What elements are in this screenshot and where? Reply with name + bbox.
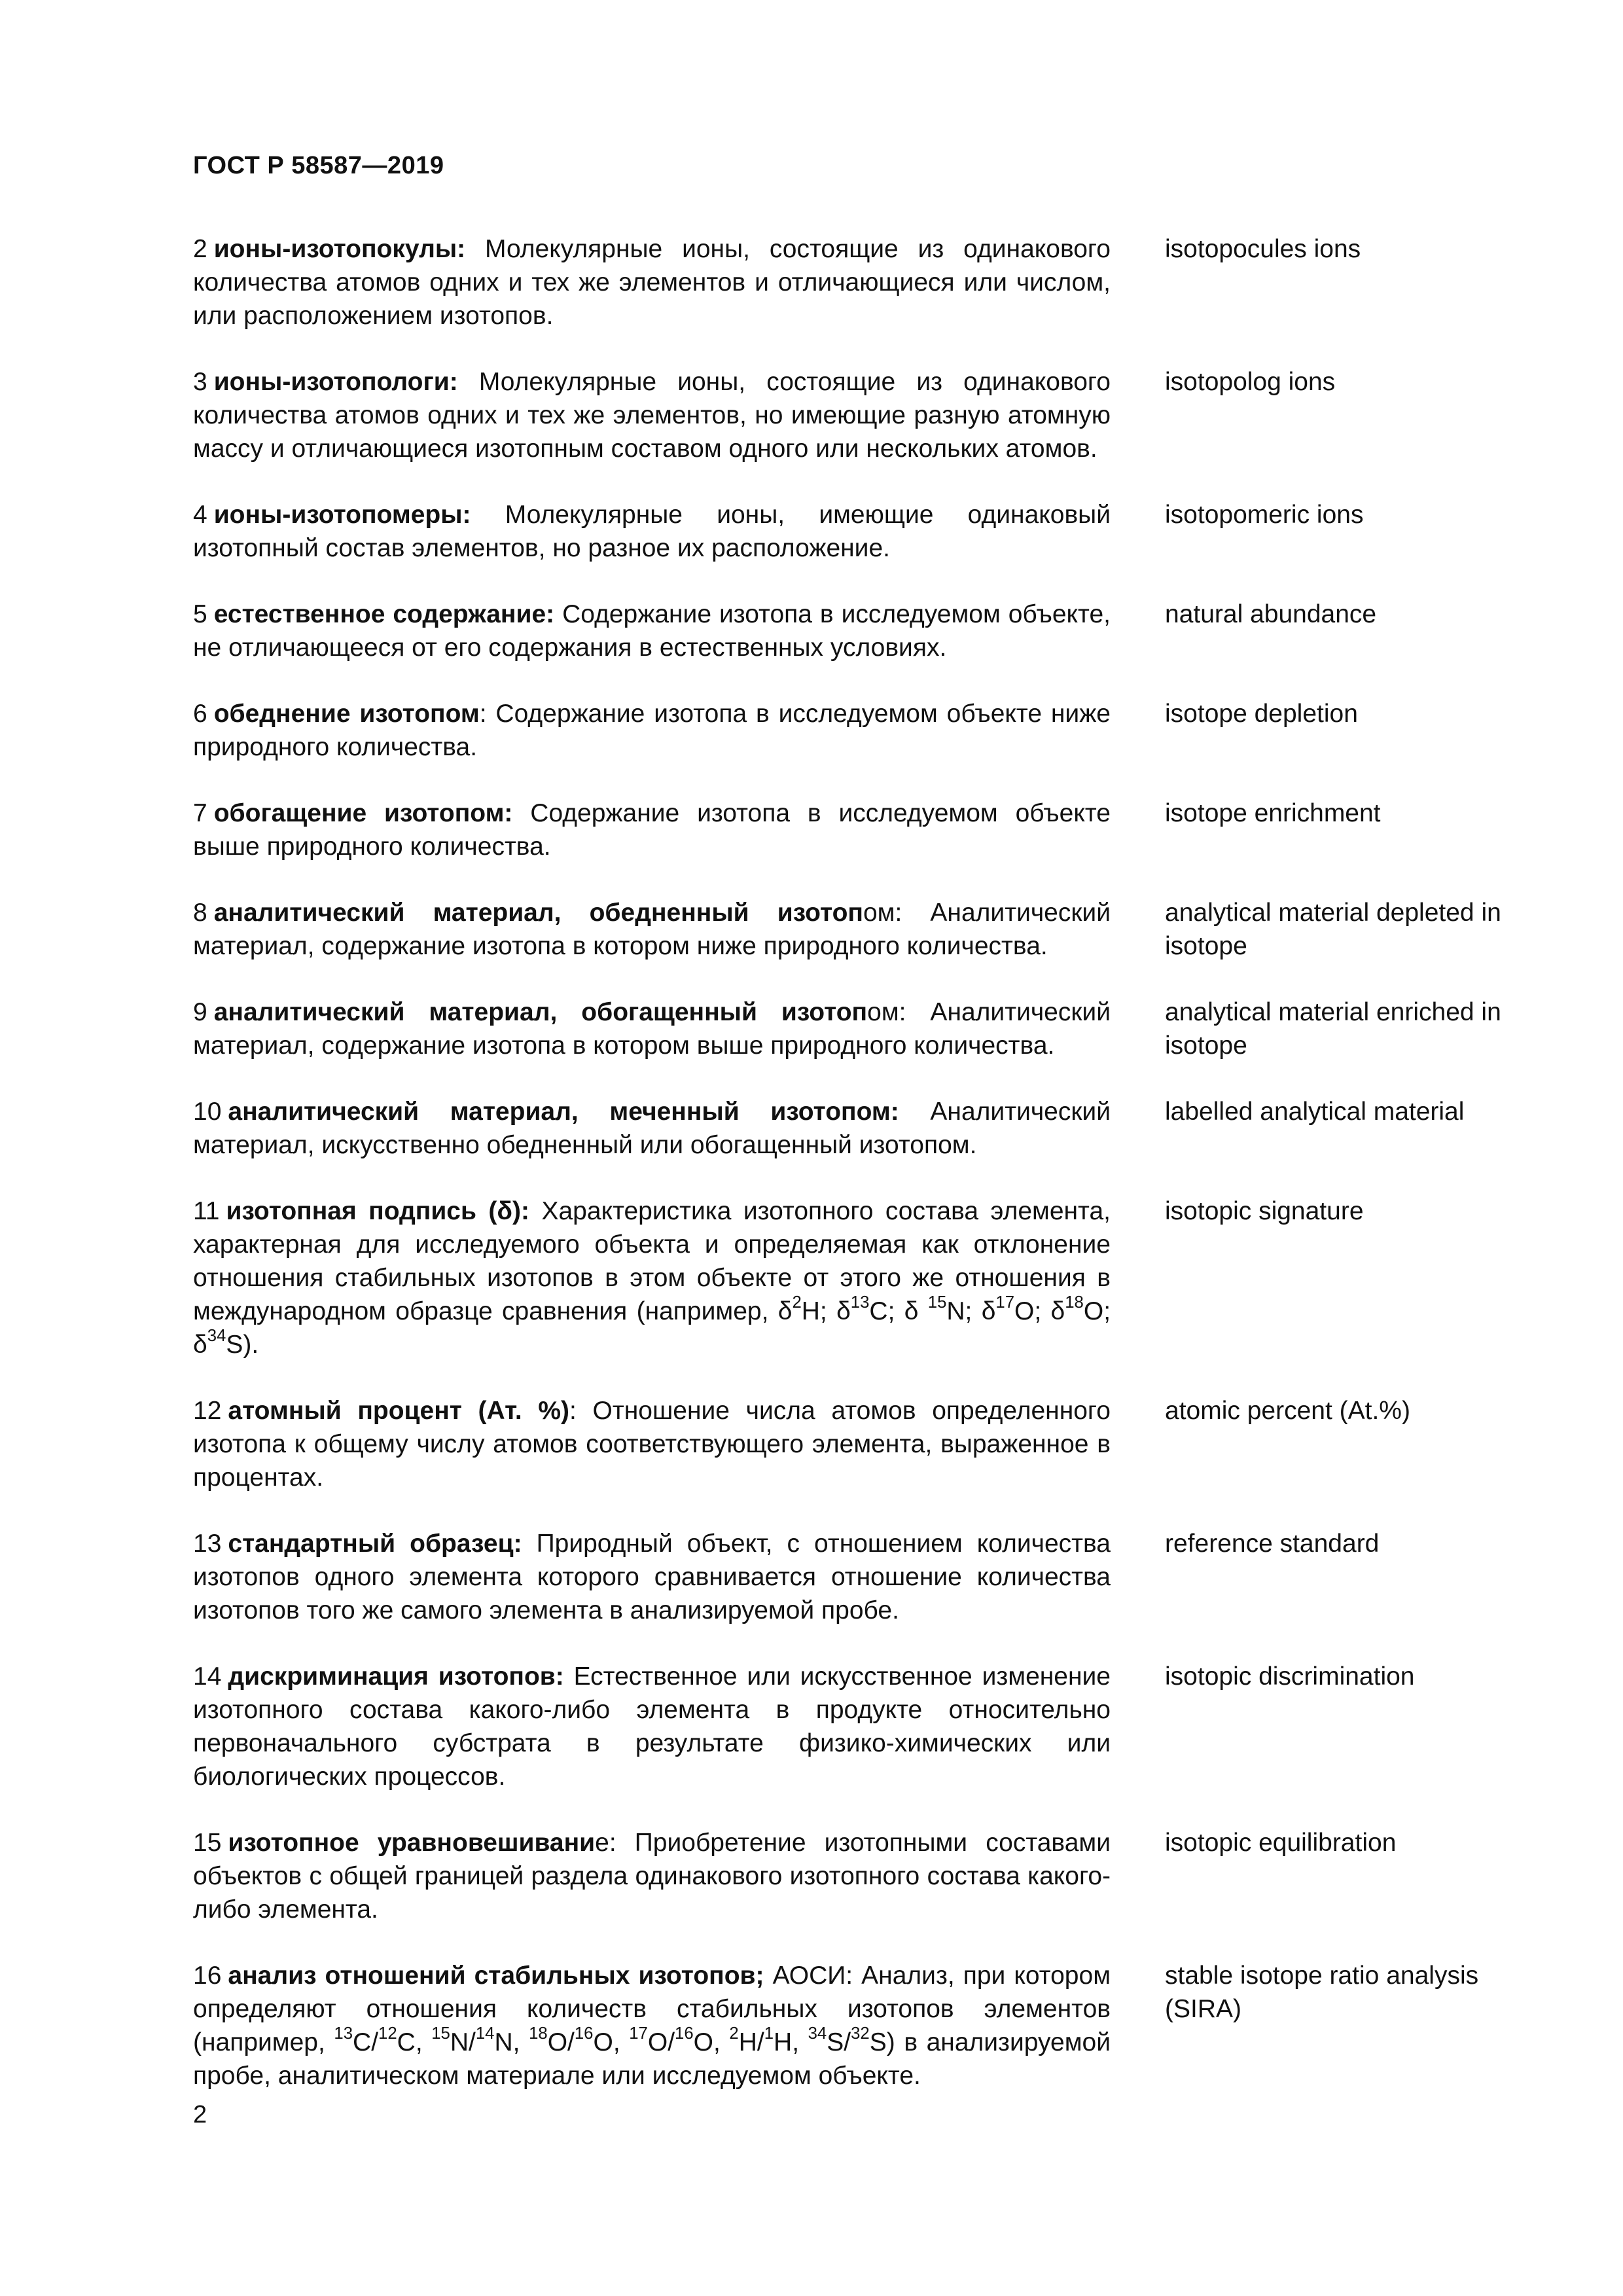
isotope-element: O; δ [1014, 1297, 1065, 1325]
isotope-mass: 32 [851, 2024, 870, 2043]
term-english: isotope depletion [1165, 700, 1358, 728]
term-definition-tail: в анализируемой пробе, аналитическом материале или исследуемом объекте. [193, 2028, 1111, 2090]
term-english: stable isotope ratio analysis (SIRA) [1165, 1962, 1479, 2023]
term-definition: АОСИ: Анализ, при котором определяют отношения количеств стабильных изотопов элементов (например, [193, 1962, 1111, 2056]
isotope-mass: 2 [729, 2024, 739, 2043]
isotope-mass: 1 [764, 2024, 774, 2043]
term-definition: Молекулярные ионы, состоящие из одинакового количества атомов одних и тех же элементов, но имеющие разную атомную массу и отличающиеся изотопным составом одного или нескольких атомов. [193, 368, 1111, 463]
term-name: обеднение изотопом [213, 700, 480, 728]
term-entry [193, 365, 1531, 465]
isotope-mass: 15 [927, 1293, 947, 1312]
isotope-element: O, [593, 2028, 620, 2056]
isotope-element: H, [774, 2028, 800, 2056]
term-definition-text [193, 996, 1111, 1062]
term-number: 6 [193, 700, 207, 728]
term-number: 12 [193, 1397, 222, 1425]
term-number: 4 [193, 501, 207, 529]
term-definition: : Отношение числа атомов определенного изотопа к общему числу атомов соответствующего элемента, выраженное в процентах. [193, 1397, 1111, 1492]
term-entry [193, 697, 1531, 764]
isotope-element: S). [226, 1331, 259, 1359]
term-definition: Содержание изотопа в исследуемом объекте выше природного количества. [193, 799, 1111, 861]
term-number: 14 [193, 1662, 222, 1691]
isotope-mass: 13 [334, 2024, 353, 2043]
term-definition: Молекулярные ионы, имеющие одинаковый изотопный состав элементов, но разное их расположение. [193, 501, 1111, 562]
isotope-element: C, [397, 2028, 423, 2056]
term-english: analytical material enriched in isotope [1165, 998, 1501, 1060]
term-entry [193, 1394, 1531, 1494]
term-definition: Молекулярные ионы, состоящие из одинакового количества атомов одних и тех же элементов и отличающиеся или числом, или расположением изотопов. [193, 235, 1111, 330]
isotope-mass: 18 [1065, 1293, 1084, 1312]
term-name: изотопная подпись (δ): [226, 1197, 530, 1225]
term-definition-text [193, 896, 1111, 963]
term-entry [193, 1194, 1531, 1361]
term-number: 7 [193, 799, 207, 827]
term-definition: ом: Аналитический материал, содержание изотопа в котором ниже природного количества. [193, 899, 1111, 960]
term-definition: Аналитический материал, искусственно обедненный или обогащенный изотопом. [193, 1098, 1111, 1159]
term-number: 9 [193, 998, 207, 1026]
term-english: labelled analytical material [1165, 1098, 1465, 1126]
term-number: 8 [193, 899, 207, 927]
term-definition-text [193, 498, 1111, 565]
term-english: analytical material depleted in isotope [1165, 899, 1501, 960]
term-entry [193, 232, 1531, 332]
term-definition: Природный объект, с отношением количества изотопов одного элемента которого сравнивается отношение количества изотопов того же самого элемента в анализируемой пробе. [193, 1530, 1111, 1624]
isotope-mass: 17 [995, 1293, 1015, 1312]
term-english: isotopocules ions [1165, 235, 1361, 263]
term-definition-text [193, 1826, 1111, 1926]
term-name: обогащение изотопом: [213, 799, 513, 827]
term-name: аналитический материал, обогащенный изотоп [213, 998, 868, 1026]
term-definition-text [193, 598, 1111, 664]
term-english: natural abundance [1165, 600, 1377, 628]
term-name: стандартный образец: [228, 1530, 522, 1558]
isotope-mass: 17 [629, 2024, 648, 2043]
page-header: ГОСТ Р 58587—2019 [193, 152, 444, 179]
isotope-element: H/ [738, 2028, 764, 2056]
isotope-mass: 16 [675, 2024, 694, 2043]
term-definition-text [193, 1959, 1111, 2092]
isotope-mass: 2 [792, 1293, 802, 1312]
term-definition-text [193, 797, 1111, 863]
term-number: 3 [193, 368, 207, 396]
term-definition: : Содержание изотопа в исследуемом объекте ниже природного количества. [193, 700, 1111, 761]
isotope-mass: 15 [431, 2024, 450, 2043]
isotope-mass: 34 [808, 2024, 827, 2043]
term-english: atomic percent (At.%) [1165, 1397, 1410, 1425]
term-name: дискриминация изотопов: [228, 1662, 564, 1691]
term-definition: е: Приобретение изотопными составами объектов с общей границей раздела одинакового изотопного состава какого-либо элемента. [193, 1829, 1111, 1924]
term-number: 10 [193, 1098, 222, 1126]
isotope-element: C; δ [869, 1297, 919, 1325]
term-definition-text [193, 365, 1111, 465]
term-definition: Содержание изотопа в исследуемом объекте, не отличающееся от его содержания в естественных условиях. [193, 600, 1111, 662]
term-definition-text [193, 232, 1111, 332]
term-english: isotopic equilibration [1165, 1829, 1397, 1857]
term-name: аналитический материал, обедненный изотоп [213, 899, 863, 927]
term-entry [193, 797, 1531, 863]
isotope-mass: 13 [850, 1293, 870, 1312]
term-entry [193, 1095, 1531, 1162]
isotope-mass: 16 [574, 2024, 594, 2043]
term-name: изотопное уравновешивани [228, 1829, 596, 1857]
term-english: isotopomeric ions [1165, 501, 1364, 529]
term-entry [193, 498, 1531, 565]
page-number: 2 [193, 2101, 207, 2128]
term-entry [193, 1527, 1531, 1627]
term-definition-text [193, 1095, 1111, 1162]
term-entry [193, 896, 1531, 963]
isotope-element: N; δ [946, 1297, 996, 1325]
isotope-element: O; δ [193, 1297, 1111, 1359]
isotope-element: S) [869, 2028, 895, 2056]
isotope-mass: 18 [529, 2024, 548, 2043]
term-name: естественное содержание: [213, 600, 555, 628]
term-entry [193, 1660, 1531, 1793]
isotope-element: O, [693, 2028, 721, 2056]
term-name: аналитический материал, меченный изотопом: [228, 1098, 899, 1126]
term-name: атомный процент (Ат. %) [228, 1397, 570, 1425]
term-number: 2 [193, 235, 207, 263]
term-number: 13 [193, 1530, 222, 1558]
term-name: ионы-изотопологи: [213, 368, 458, 396]
term-entry [193, 996, 1531, 1062]
isotope-element: S/ [827, 2028, 851, 2056]
isotope-element: O/ [547, 2028, 575, 2056]
term-english: isotope enrichment [1165, 799, 1381, 827]
term-english: isotopic discrimination [1165, 1662, 1415, 1691]
term-english: isotopic signature [1165, 1197, 1364, 1225]
term-definition: Характеристика изотопного состава элемента, характерная для исследуемого объекта и определяемая как отклонение отношения стабильных изотопов в этом объекте от этого же отношения в международном образце сравнения (например, δ [193, 1197, 1111, 1325]
term-entry [193, 1826, 1531, 1926]
terms-list [193, 232, 1531, 2125]
term-entry [193, 1959, 1531, 2092]
isotope-element: N, [494, 2028, 520, 2056]
term-english: isotopolog ions [1165, 368, 1336, 396]
isotope-element: H; δ [801, 1297, 851, 1325]
isotope-mass: 14 [475, 2024, 495, 2043]
isotope-element: N/ [450, 2028, 476, 2056]
term-definition: ом: Аналитический материал, содержание изотопа в котором выше природного количества. [193, 998, 1111, 1060]
term-number: 16 [193, 1962, 222, 1990]
isotope-mass: 12 [378, 2024, 397, 2043]
isotope-mass: 34 [207, 1326, 226, 1345]
term-definition-text [193, 1394, 1111, 1494]
term-entry [193, 598, 1531, 664]
term-number: 5 [193, 600, 207, 628]
term-name: ионы-изотопокулы: [213, 235, 466, 263]
term-english: reference standard [1165, 1530, 1380, 1558]
term-definition-text [193, 1194, 1111, 1361]
term-definition: Естественное или искусственное изменение изотопного состава какого-либо элемента в продукте относительно первоначального субстрата в результате физико-химических или биологических процессов. [193, 1662, 1111, 1791]
term-definition-text [193, 1527, 1111, 1627]
term-number: 11 [193, 1197, 220, 1225]
term-name: анализ отношений стабильных изотопов; [228, 1962, 764, 1990]
term-definition-text [193, 1660, 1111, 1793]
term-number: 15 [193, 1829, 222, 1857]
isotope-element: C/ [353, 2028, 379, 2056]
term-name: ионы-изотопомеры: [213, 501, 471, 529]
isotope-element: O/ [647, 2028, 675, 2056]
term-definition-text [193, 697, 1111, 764]
